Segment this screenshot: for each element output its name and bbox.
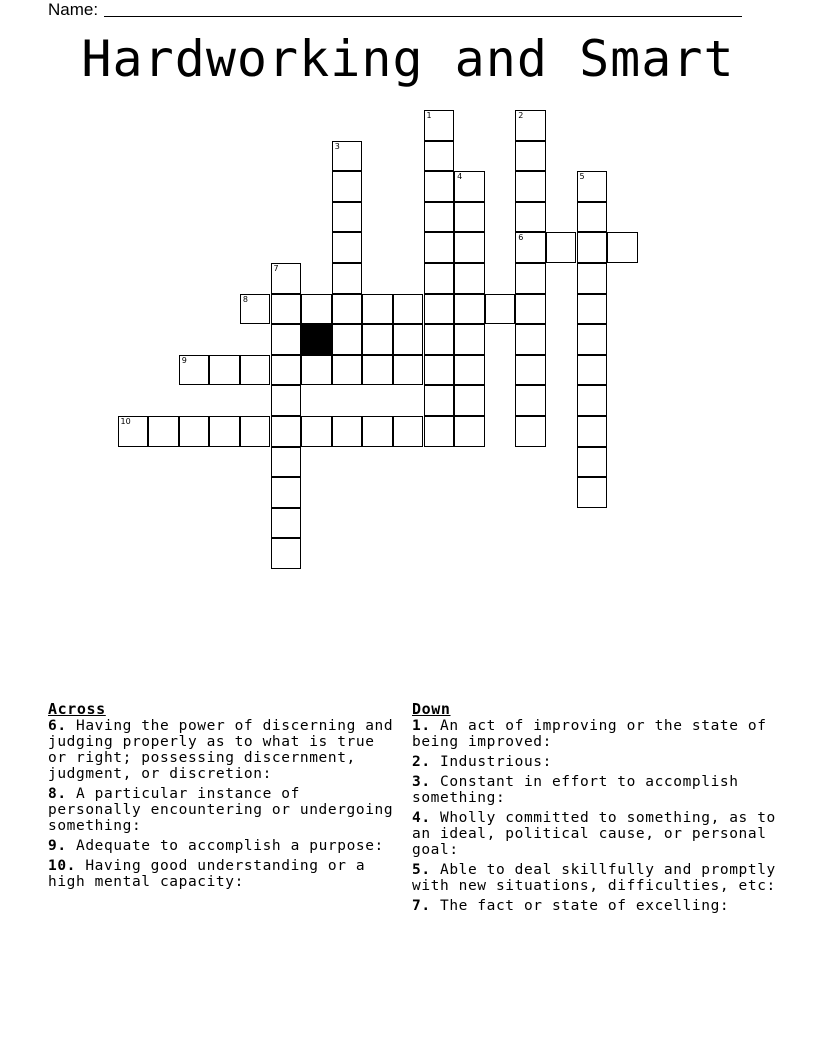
grid-cell[interactable]	[271, 538, 302, 569]
grid-cell[interactable]	[301, 355, 332, 386]
grid-cell[interactable]	[577, 202, 608, 233]
across-clue	[48, 786, 398, 834]
clue-number: 6	[518, 233, 524, 243]
grid-cell[interactable]	[515, 416, 546, 447]
grid-cell[interactable]	[362, 294, 393, 325]
grid-cell[interactable]	[332, 171, 363, 202]
across-clue	[48, 718, 398, 782]
grid-cell[interactable]	[515, 385, 546, 416]
clue-number: 8	[242, 294, 248, 304]
grid-cell[interactable]	[454, 324, 485, 355]
across-clue-list	[48, 718, 398, 890]
grid-cell[interactable]	[271, 294, 302, 325]
grid-cell[interactable]	[515, 171, 546, 202]
clue-number: 8.	[48, 786, 67, 802]
grid-cell[interactable]	[424, 232, 455, 263]
grid-cell[interactable]	[515, 141, 546, 172]
grid-cell[interactable]	[332, 324, 363, 355]
grid-cell[interactable]	[515, 324, 546, 355]
grid-cell[interactable]	[271, 385, 302, 416]
name-label: Name:	[48, 0, 99, 19]
grid-cell[interactable]	[240, 294, 271, 325]
grid-cell[interactable]	[271, 416, 302, 447]
across-clues	[48, 701, 398, 894]
grid-cell[interactable]	[424, 110, 455, 141]
clue-number: 4	[457, 172, 463, 182]
grid-cell[interactable]	[546, 232, 577, 263]
clue-text: The fact or state of excelling:	[430, 898, 730, 914]
grid-cell[interactable]	[607, 232, 638, 263]
grid-cell[interactable]	[362, 416, 393, 447]
grid-cell[interactable]	[271, 447, 302, 478]
grid-cell[interactable]	[577, 447, 608, 478]
grid-cell[interactable]	[271, 355, 302, 386]
clue-text: Having good understanding or a high mental capacity:	[48, 858, 366, 890]
grid-cell[interactable]	[515, 355, 546, 386]
grid-cell[interactable]	[332, 294, 363, 325]
grid-cell[interactable]	[362, 355, 393, 386]
grid-cell[interactable]	[577, 324, 608, 355]
puzzle-title: Hardworking and Smart	[81, 30, 735, 88]
grid-cell[interactable]	[118, 416, 149, 447]
down-clue	[412, 774, 782, 806]
grid-cell[interactable]	[179, 355, 210, 386]
grid-cell[interactable]	[271, 263, 302, 294]
grid-cell[interactable]	[515, 232, 546, 263]
grid-cell[interactable]	[577, 477, 608, 508]
grid-cell[interactable]	[454, 416, 485, 447]
grid-cell[interactable]	[454, 171, 485, 202]
grid-cell[interactable]	[424, 141, 455, 172]
grid-cell[interactable]	[577, 294, 608, 325]
grid-cell[interactable]	[577, 232, 608, 263]
clue-number: 1	[426, 111, 432, 120]
grid-cell[interactable]	[209, 416, 240, 447]
clue-number: 4.	[412, 810, 431, 826]
clue-number: 6.	[48, 718, 67, 734]
grid-cell[interactable]	[240, 416, 271, 447]
grid-cell[interactable]	[454, 355, 485, 386]
clue-text: Adequate to accomplish a purpose:	[66, 838, 384, 854]
down-clue	[412, 754, 782, 770]
down-clue	[412, 898, 782, 914]
grid-cell[interactable]	[515, 294, 546, 325]
black-square	[301, 324, 332, 355]
grid-cell[interactable]	[515, 202, 546, 233]
grid-cell[interactable]	[515, 263, 546, 294]
grid-cell[interactable]	[454, 294, 485, 325]
down-clues	[412, 701, 782, 918]
grid-cell[interactable]	[577, 416, 608, 447]
across-clue	[48, 838, 398, 854]
grid-cell[interactable]	[393, 416, 424, 447]
grid-cell[interactable]	[332, 202, 363, 233]
grid-cell[interactable]	[179, 416, 210, 447]
grid-cell[interactable]	[393, 355, 424, 386]
grid-cell[interactable]	[424, 202, 455, 233]
grid-cell[interactable]	[454, 232, 485, 263]
down-clue	[412, 810, 782, 858]
clue-text: A particular instance of personally encountering or undergoing something:	[48, 786, 394, 834]
grid-cell[interactable]	[362, 324, 393, 355]
grid-cell[interactable]	[209, 355, 240, 386]
clue-number: 2	[518, 111, 524, 120]
grid-cell[interactable]	[332, 355, 363, 386]
grid-cell[interactable]	[332, 416, 363, 447]
grid-cell[interactable]	[454, 263, 485, 294]
clue-number: 5	[579, 172, 585, 182]
clue-text: Having the power of discerning and judging properly as to what is true or right; possessing discernment, judgment, or discretion:	[48, 718, 394, 782]
clue-number: 7.	[412, 898, 431, 914]
grid-cell[interactable]	[301, 294, 332, 325]
grid-cell[interactable]	[424, 324, 455, 355]
clue-number: 1.	[412, 718, 431, 734]
clue-text: Able to deal skillfully and promptly with new situations, difficulties, etc:	[412, 862, 776, 894]
clue-text: Wholly committed to something, as to an ideal, political cause, or personal goal:	[412, 810, 776, 858]
grid-cell[interactable]	[577, 263, 608, 294]
across-heading: Across	[48, 700, 106, 718]
grid-cell[interactable]	[271, 477, 302, 508]
grid-cell[interactable]	[240, 355, 271, 386]
grid-cell[interactable]	[332, 232, 363, 263]
clue-number: 3.	[412, 774, 431, 790]
grid-cell[interactable]	[577, 355, 608, 386]
grid-cell[interactable]	[577, 385, 608, 416]
clue-text: Industrious:	[430, 754, 552, 770]
grid-cell[interactable]	[393, 324, 424, 355]
down-heading: Down	[412, 700, 451, 718]
clue-number: 2.	[412, 754, 431, 770]
grid-cell[interactable]	[332, 263, 363, 294]
down-clue	[412, 862, 782, 894]
across-clue	[48, 858, 398, 890]
clue-text: An act of improving or the state of being improved:	[412, 718, 767, 750]
clue-number: 10	[120, 417, 131, 426]
grid-cell[interactable]	[424, 294, 455, 325]
clue-number: 10.	[48, 858, 76, 874]
grid-cell[interactable]	[148, 416, 179, 447]
grid-cell[interactable]	[271, 324, 302, 355]
grid-cell[interactable]	[424, 385, 455, 416]
grid-cell[interactable]	[424, 171, 455, 202]
grid-cell[interactable]	[424, 355, 455, 386]
grid-cell[interactable]	[485, 294, 516, 325]
clue-number: 3	[334, 141, 340, 151]
clue-number: 7	[273, 264, 279, 273]
grid-cell[interactable]	[577, 171, 608, 202]
grid-cell[interactable]	[454, 385, 485, 416]
clue-text: Constant in effort to accomplish something:	[412, 774, 739, 806]
down-clue-list	[412, 718, 782, 914]
clue-number: 5.	[412, 862, 431, 878]
grid-cell[interactable]	[271, 508, 302, 539]
grid-cell[interactable]	[424, 416, 455, 447]
clue-number: 9.	[48, 838, 67, 854]
grid-cell[interactable]	[332, 141, 363, 172]
grid-cell[interactable]	[454, 202, 485, 233]
down-clue	[412, 718, 782, 750]
grid-cell[interactable]	[515, 110, 546, 141]
grid-cell[interactable]	[393, 294, 424, 325]
grid-cell[interactable]	[301, 416, 332, 447]
clue-number: 9	[181, 355, 187, 365]
grid-cell[interactable]	[424, 263, 455, 294]
